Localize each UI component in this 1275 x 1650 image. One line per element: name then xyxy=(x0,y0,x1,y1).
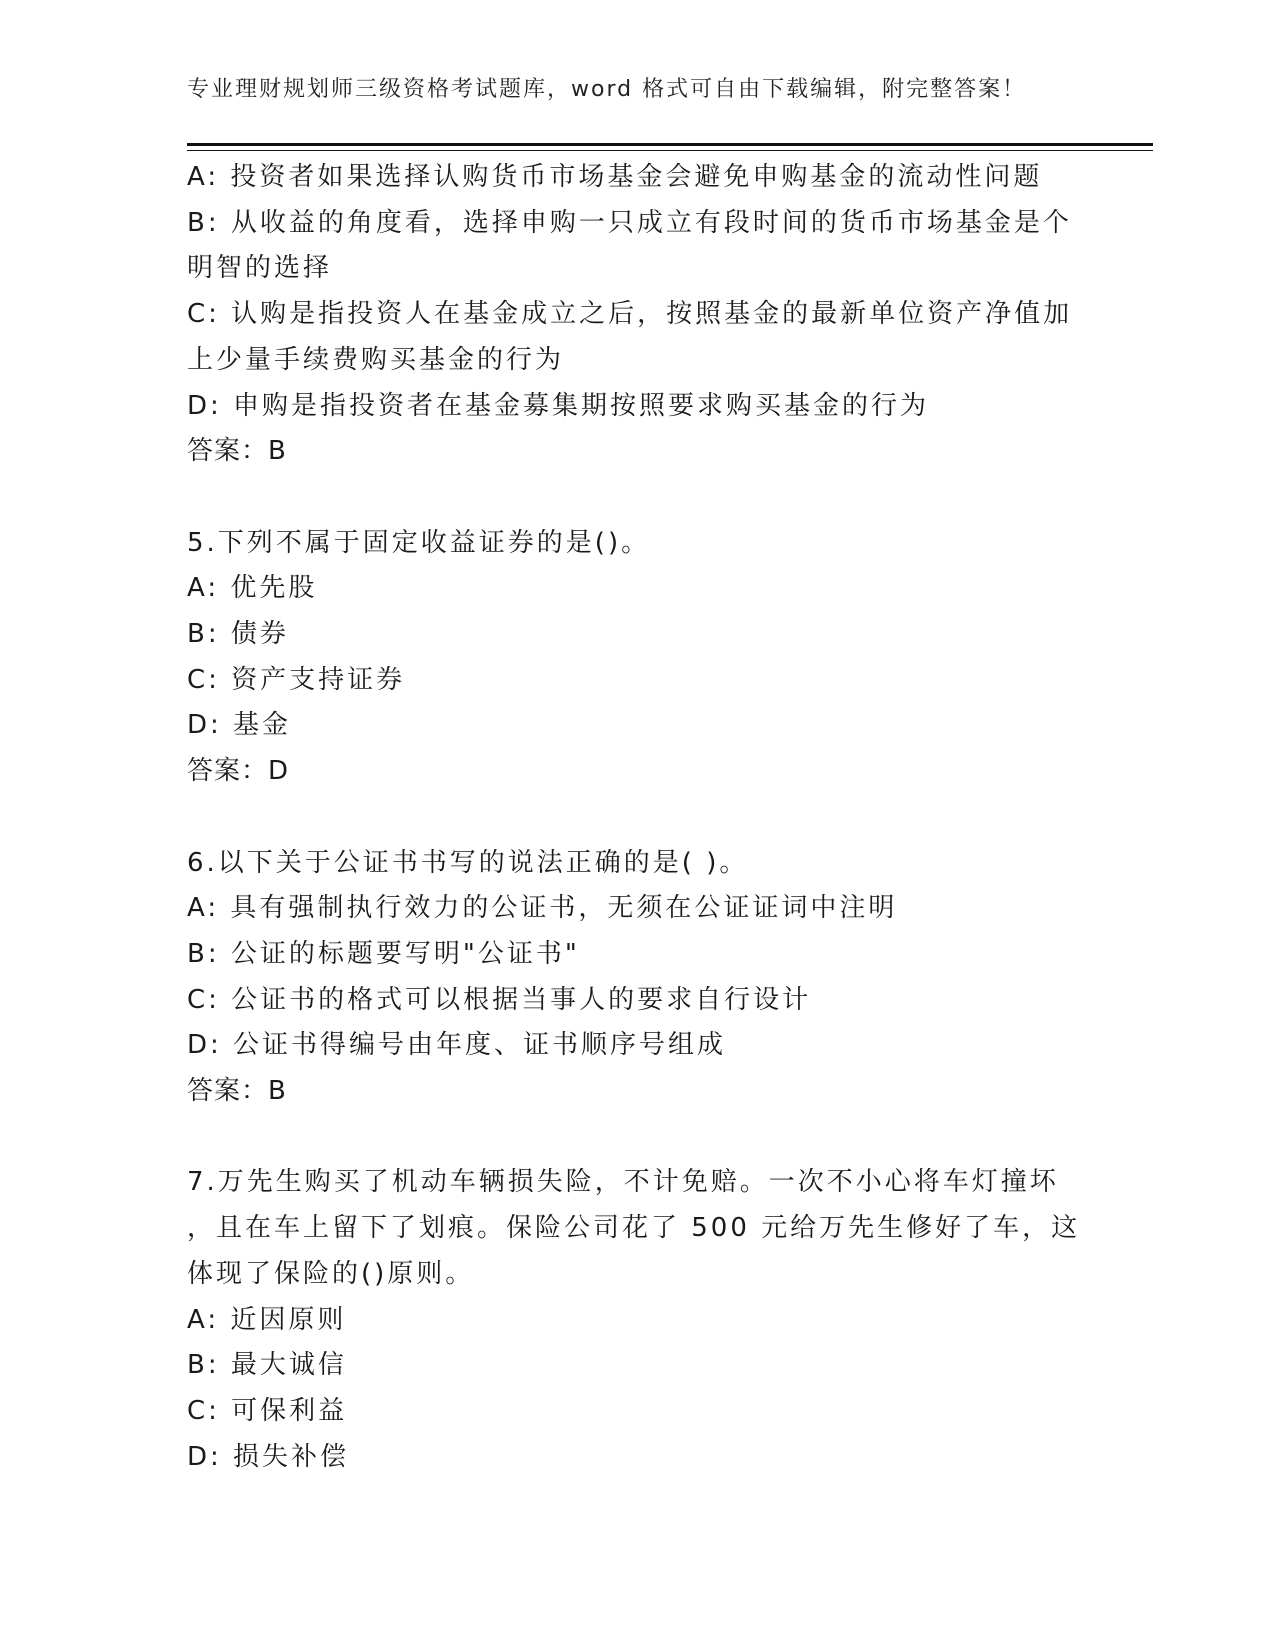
header-rule-thin xyxy=(187,150,1153,151)
q6-option-a: A: 具有强制执行效力的公证书，无须在公证证词中注明 xyxy=(187,893,898,924)
q7-option-a: A: 近因原则 xyxy=(187,1304,347,1335)
q4-option-d: D: 申购是指投资者在基金募集期按照要求购买基金的行为 xyxy=(187,390,930,421)
q7-option-b: B: 最大诚信 xyxy=(187,1350,347,1381)
q4-answer: 答案：B xyxy=(187,436,287,467)
spacer xyxy=(187,795,1087,841)
q5-option-d: D: 基金 xyxy=(187,710,292,741)
q7-question-line-3: 体现了保险的()原则。 xyxy=(187,1258,475,1289)
q5-question: 5.下列不属于固定收益证券的是()。 xyxy=(187,527,651,558)
q6-option-d: D: 公证书得编号由年度、证书顺序号组成 xyxy=(187,1030,727,1061)
q6-question: 6.以下关于公证书书写的说法正确的是( )。 xyxy=(187,847,749,878)
q5-option-c: C: 资产支持证券 xyxy=(187,664,406,695)
header-rule-thick xyxy=(187,143,1153,146)
q7-question-line-1: 7.万先生购买了机动车辆损失险，不计免赔。一次不小心将车灯撞坏 xyxy=(187,1167,1059,1198)
q7-option-d: D: 损失补偿 xyxy=(187,1441,350,1472)
question-body xyxy=(187,155,1087,1480)
q4-option-b-cont: 明智的选择 xyxy=(187,253,333,284)
q4-option-a: A: 投资者如果选择认购货币市场基金会避免申购基金的流动性问题 xyxy=(187,162,1043,192)
q6-option-b: B: 公证的标题要写明"公证书" xyxy=(187,938,580,969)
spacer xyxy=(187,475,1087,521)
spacer xyxy=(187,1115,1087,1161)
q5-option-b: B: 债券 xyxy=(187,619,289,650)
q7-option-c: C: 可保利益 xyxy=(187,1395,348,1426)
page-header: 专业理财规划师三级资格考试题库，word 格式可自由下载编辑，附完整答案！ xyxy=(187,77,1027,102)
q6-answer: 答案：B xyxy=(187,1076,287,1107)
q4-option-c-cont: 上少量手续费购买基金的行为 xyxy=(187,344,565,375)
q5-answer: 答案：D xyxy=(187,756,290,787)
q6-option-c: C: 公证书的格式可以根据当事人的要求自行设计 xyxy=(187,984,812,1015)
q4-option-c: C: 认购是指投资人在基金成立之后，按照基金的最新单位资产净值加 xyxy=(187,299,1073,330)
q4-option-b: B: 从收益的角度看，选择申购一只成立有段时间的货币市场基金是个 xyxy=(187,207,1072,238)
q7-question-line-2: ，且在车上留下了划痕。保险公司花了 500 元给万先生修好了车，这 xyxy=(187,1213,1081,1244)
q5-option-a: A: 优先股 xyxy=(187,573,318,604)
